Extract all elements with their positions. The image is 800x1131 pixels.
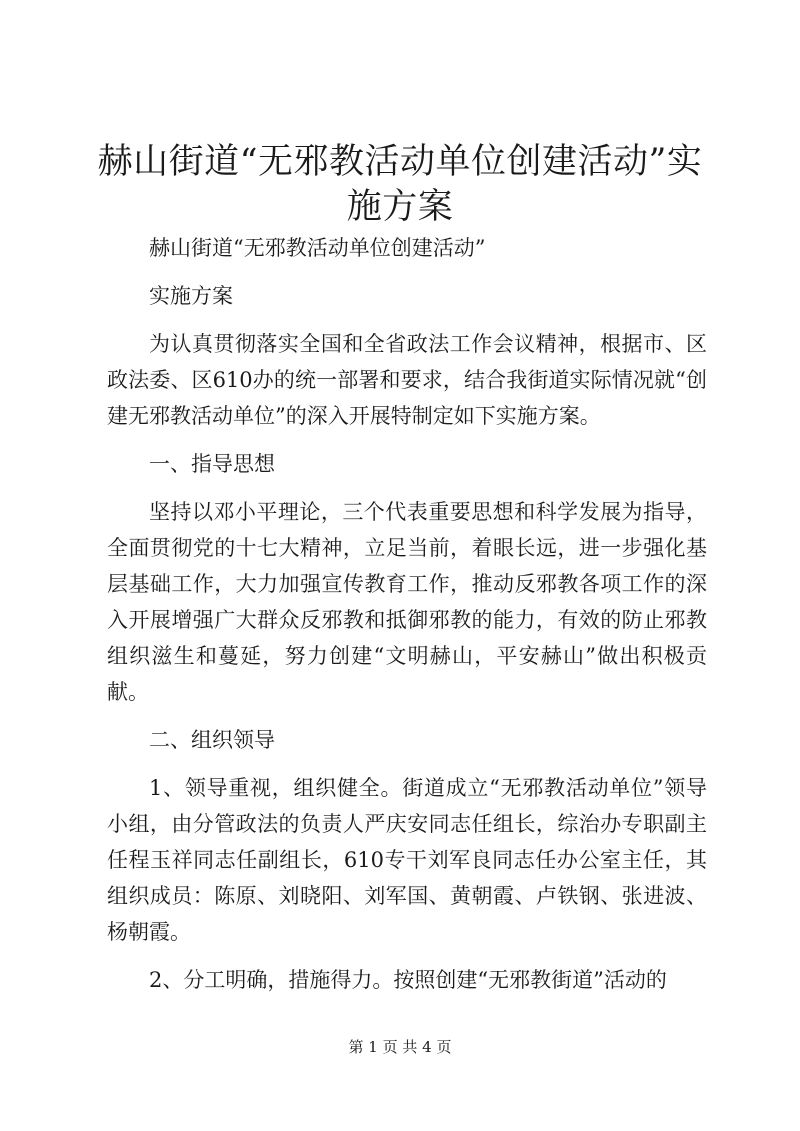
organization-paragraph-1: 1、领导重视，组织健全。街道成立“无邪教活动单位”领导小组，由分管政法的负责人严庆安同志任组长，综治办专职副主任程玉祥同志任副组长，610专干刘军良同志任办公室主任，其组织成员：陈原、刘晓阳、刘军国、黄朝霞、卢铁钢、张进波、杨朝霞。: [107, 776, 707, 944]
subtitle-line-1: 赫山街道“无邪教活动单位创建活动”: [149, 236, 486, 260]
section-heading-organization: 二、组织领导: [149, 728, 275, 752]
guiding-ideology-paragraph: 坚持以邓小平理论，三个代表重要思想和科学发展为指导，全面贯彻党的十七大精神，立足当前，着眼长远，进一步强化基层基础工作，大力加强宣传教育工作，推动反邪教各项工作的深入开展增强广大群众反邪教和抵御邪教的能力，有效的防止邪教组织滋生和蔓延，努力创建“文明赫山，平安赫山”做出积极贡献。: [107, 500, 707, 704]
document-body: [107, 230, 707, 998]
document-title: 赫山街道“无邪教活动单位创建活动”实施方案: [97, 142, 703, 227]
section-heading-guiding-ideology: 一、指导思想: [149, 452, 275, 476]
intro-paragraph: 为认真贯彻落实全国和全省政法工作会议精神，根据市、区政法委、区610办的统一部署和要求，结合我街道实际情况就“创建无邪教活动单位”的深入开展特制定如下实施方案。: [107, 332, 707, 428]
page-number-footer: 第 1 页 共 4 页: [348, 1038, 452, 1056]
subtitle-line-2: 实施方案: [149, 284, 233, 308]
organization-paragraph-2: 2、分工明确，措施得力。按照创建“无邪教街道”活动的: [149, 968, 667, 992]
